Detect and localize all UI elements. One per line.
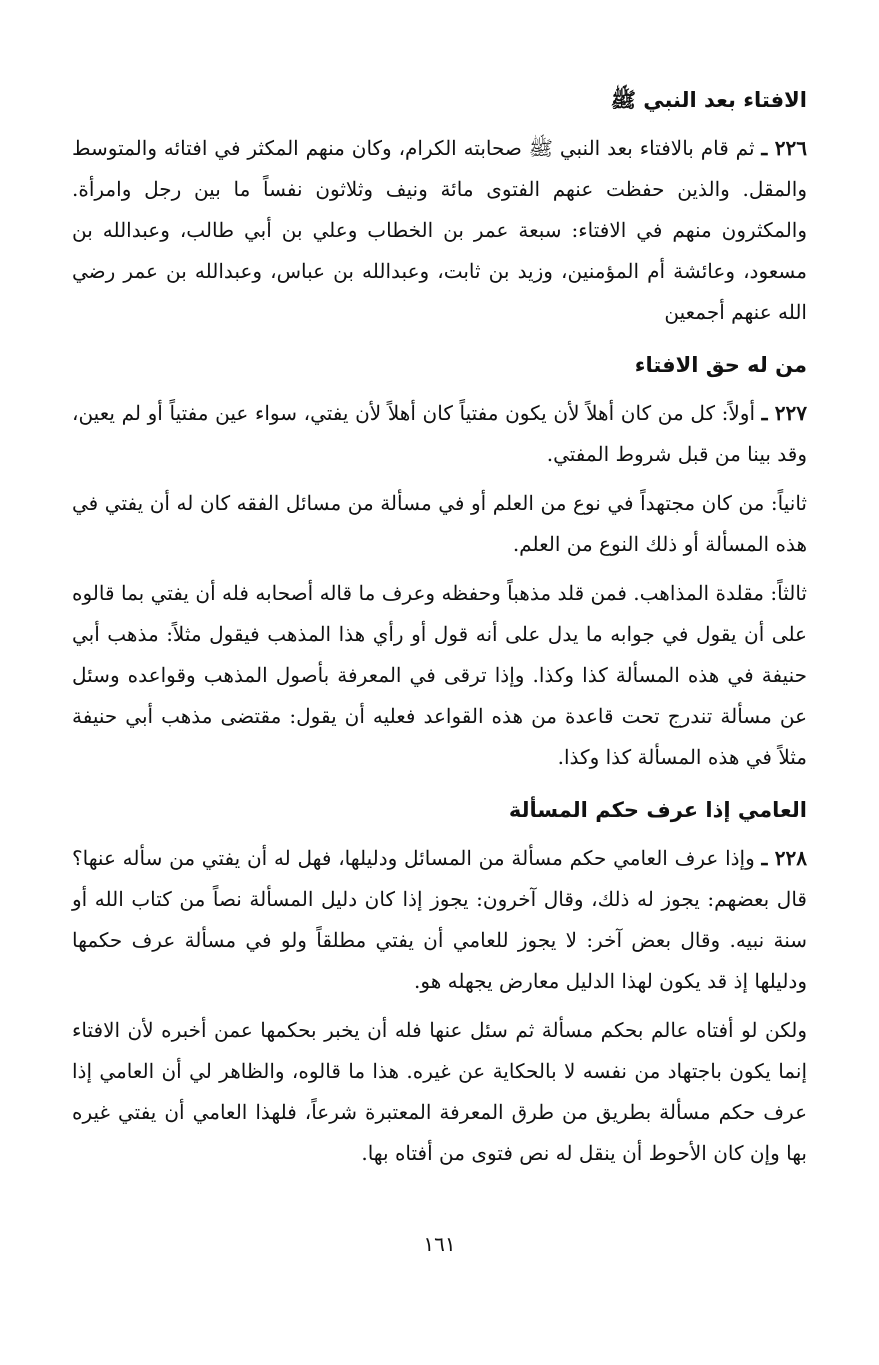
- paragraph-226: [72, 128, 807, 333]
- paragraph-text: ثم قام بالافتاء بعد النبي ﷺ صحابته الكرام، وكان منهم المكثر في افتائه والمتوسط والمقل. والذين حفظت عنهم الفتوى مائة ونيف وثلاثون نفساً ما بين رجل وامرأة. والمكثرون منهم في الافتاء: سبعة عمر بن الخطاب وعلي بن أبي طالب، وعبدالله بن مسعود، وعائشة أم المؤمنين، وزيد بن ثابت، وعبدالله بن عباس، وعبدالله بن عمر رضي الله عنهم أجمعين: [72, 136, 807, 324]
- paragraph-secondly: [72, 483, 807, 565]
- paragraph-228: [72, 838, 807, 1002]
- section-heading-ifta-after-prophet: الافتاء بعد النبي ﷺ: [610, 88, 807, 112]
- section-heading-who-may-issue-fatwa: من له حق الافتاء: [634, 353, 807, 377]
- paragraph-number: ٢٢٦ ـ: [761, 136, 808, 160]
- paragraph-text: وإذا عرف العامي حكم مسألة من المسائل ودليلها، فهل له أن يفتي من سأله عنها؟ قال بعضهم: يجوز له ذلك، وقال آخرون: يجوز إذا كان دليل المسألة نصاً من كتاب الله أو سنة نبيه. وقال بعض آخر: لا يجوز للعامي أن يفتي مطلقاً ولو في مسألة عرف حكمها ودليلها إذ قد يكون لهذا الدليل معارض يجهله هو.: [72, 846, 807, 993]
- paragraph-thirdly: [72, 573, 807, 778]
- paragraph-text: أولاً: كل من كان أهلاً لأن يكون مفتياً كان أهلاً لأن يفتي، سواء عين مفتياً أو لم يعين، وقد بينا من قبل شروط المفتي.: [72, 401, 807, 466]
- paragraph-227: [72, 393, 807, 475]
- paragraph-number: ٢٢٧ ـ: [761, 401, 808, 425]
- page-body: [72, 80, 807, 1174]
- page-number: ١٦١: [423, 1232, 456, 1256]
- section-heading-layman-knows-ruling: العامي إذا عرف حكم المسألة: [508, 798, 807, 822]
- paragraph-however: [72, 1010, 807, 1174]
- paragraph-text: ثانياً: من كان مجتهداً في نوع من العلم أو في مسألة من مسائل الفقه كان له أن يفتي في هذه المسألة أو ذلك النوع من العلم.: [72, 491, 807, 556]
- paragraph-text: ثالثاً: مقلدة المذاهب. فمن قلد مذهباً وحفظه وعرف ما قاله أصحابه فله أن يفتي بما قالوه على أن يقول في جوابه ما يدل على أنه قول أو رأي هذا المذهب فيقول مثلاً: مذهب أبي حنيفة في هذه المسألة كذا وكذا. وإذا ترقى في المعرفة بأصول المذهب وقواعده وسئل عن مسألة تندرج تحت قاعدة من هذه القواعد فعليه أن يقول: مقتضى مذهب أبي حنيفة مثلاً في هذه المسألة كذا وكذا.: [72, 581, 807, 769]
- paragraph-text: ولكن لو أفتاه عالم بحكم مسألة ثم سئل عنها فله أن يخبر بحكمها عمن أخبره لأن الافتاء إنما يكون باجتهاد من نفسه لا بالحكاية عن غيره. هذا ما قالوه، والظاهر لي أن العامي إذا عرف حكم مسألة بطريق من طرق المعرفة المعتبرة شرعاً، فلهذا العامي أن يفتي غيره بها وإن كان الأحوط أن ينقل له نص فتوى من أفتاه بها.: [72, 1018, 807, 1165]
- paragraph-number: ٢٢٨ ـ: [761, 846, 807, 870]
